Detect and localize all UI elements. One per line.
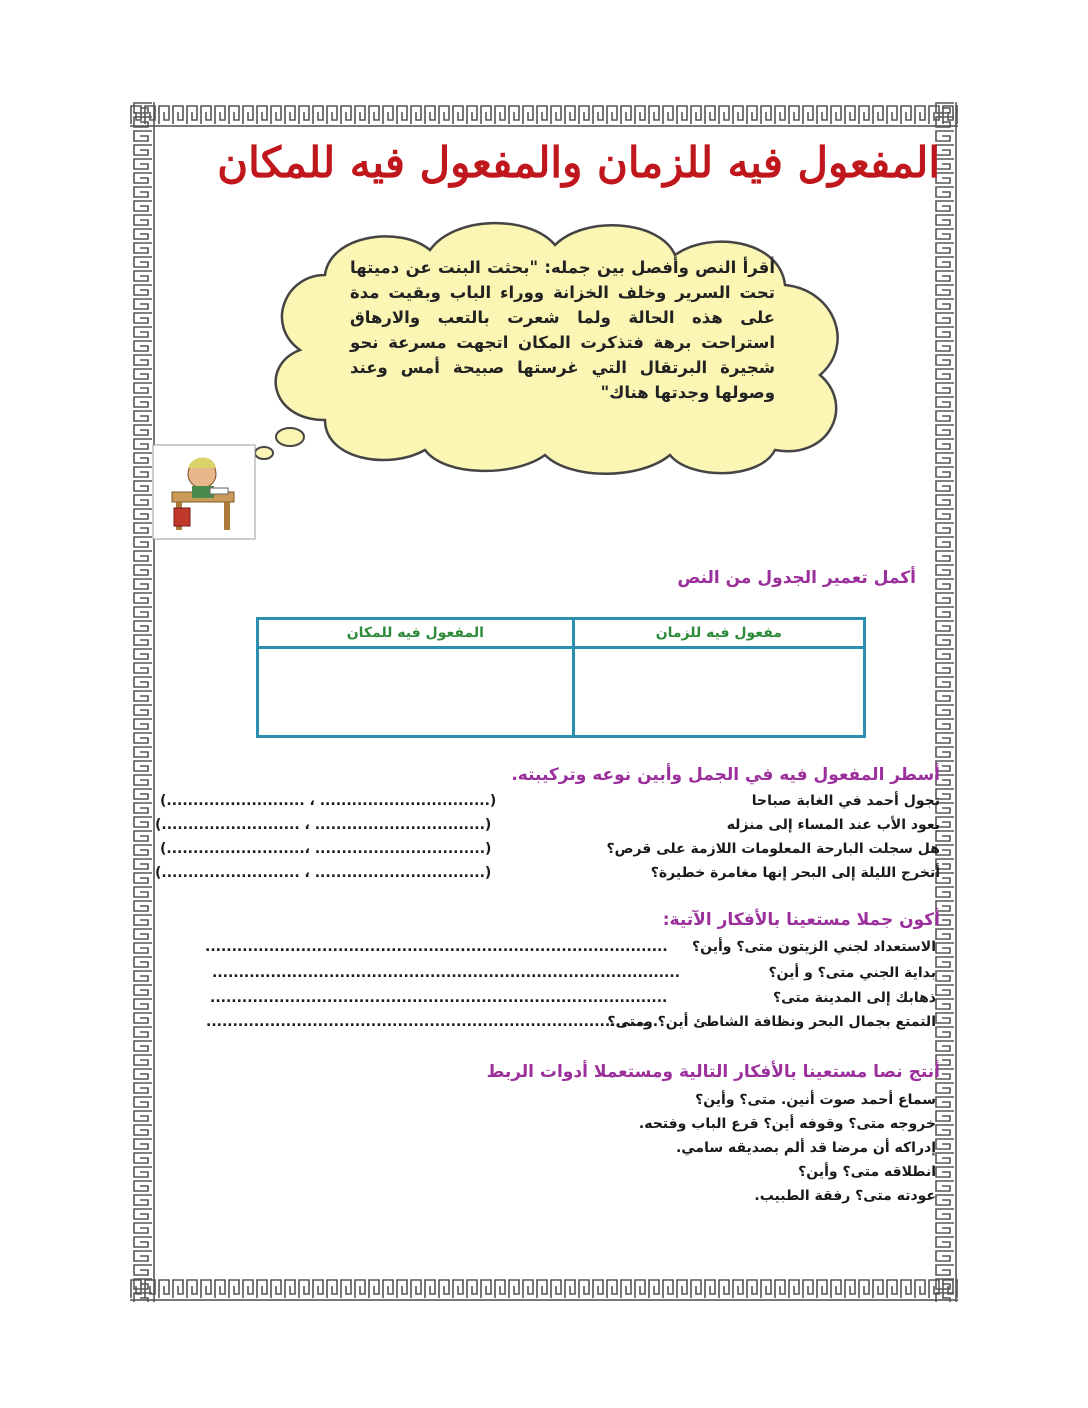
section2-heading: أسطر المفعول فيه في الجمل وأبين نوعه وتركيبته. — [511, 765, 940, 785]
answer-blank-4[interactable]: (.......................... ، ................................) — [155, 865, 492, 881]
section3-heading: أكون جملا مستعينا بالأفكار الآتية: — [662, 910, 940, 930]
adverb-table — [256, 617, 866, 738]
sentence-blank-2[interactable]: ........................................................................................ — [212, 965, 681, 981]
answer-blank-1[interactable]: (.......................... ، ................................) — [160, 793, 497, 809]
sentence-1: تجول أحمد في الغابة صباحا — [751, 793, 940, 809]
page-title: المفعول فيه للزمان والمفعول فيه للمكان — [217, 138, 940, 187]
prompt-2: بداية الجني متى؟ و أين؟ — [768, 965, 936, 981]
reading-passage: أقرأ النص وأفصل بين جمله: "بحثت البنت عن دميتها تحت السرير وخلف الخزانة ووراء الباب وبقيت مدة على هذه الحالة ولما شعرت بالتعب والارهاق استراحت برهة فتذكرت المكان اتجهت مسرعة نحو شجيرة البرتقال التي غرستها صبيحة أمس وعند وصولها وجدتها هناك" — [350, 258, 775, 402]
sentence-2: يعود الأب عند المساء إلى منزله — [726, 817, 940, 833]
student-at-desk-illustration — [152, 444, 256, 540]
sentence-blank-3[interactable]: ...................................................................................... — [210, 990, 668, 1006]
section1-heading: أكمل تعمير الجدول من النص — [677, 568, 916, 588]
sentence-blank-4[interactable]: ..................................................................................... — [206, 1014, 659, 1030]
prompt-3: ذهابك إلى المدينة متى؟ — [773, 990, 936, 1006]
table-header-time: مفعول فيه للزمان — [573, 619, 864, 648]
table-header-place: المفعول فيه للمكان — [258, 619, 574, 648]
greek-key-border-bottom — [130, 1276, 958, 1302]
answer-blank-2[interactable]: (.......................... ، ................................) — [155, 817, 492, 833]
idea-5: عودته متى؟ رفقة الطبيب. — [754, 1188, 936, 1204]
sentence-3: هل سجلت البارحة المعلومات اللازمة على قرص؟ — [606, 841, 940, 857]
sentence-blank-1[interactable]: ....................................................................................... — [205, 939, 668, 955]
answer-blank-3[interactable]: (..........................، ................................) — [160, 841, 492, 857]
greek-key-border-top — [130, 102, 958, 128]
table-cell-time[interactable] — [573, 648, 864, 737]
idea-1: سماع أحمد صوت أنين. متى؟ وأين؟ — [695, 1092, 936, 1108]
prompt-1: الاستعداد لجني الزيتون متى؟ وأين؟ — [691, 939, 936, 955]
prompt-4: التمتع بجمال البحر ونظافة الشاطئ أين؟ ومتى؟ — [607, 1014, 936, 1030]
table-cell-place[interactable] — [258, 648, 574, 737]
section4-heading: أنتج نصا مستعينا بالأفكار التالية ومستعملا أدوات الربط — [486, 1062, 940, 1082]
greek-key-border-left — [130, 102, 156, 1302]
idea-2: خروجه متى؟ وقوفه أين؟ قرع الباب وفتحه. — [638, 1116, 936, 1132]
idea-4: انطلاقه متى؟ وأين؟ — [798, 1164, 936, 1180]
idea-3: إدراكه أن مرضا قد ألم بصديقه سامي. — [675, 1140, 936, 1156]
sentence-4: أتخرج الليلة إلى البحر إنها مغامرة خطيرة؟ — [650, 865, 940, 881]
